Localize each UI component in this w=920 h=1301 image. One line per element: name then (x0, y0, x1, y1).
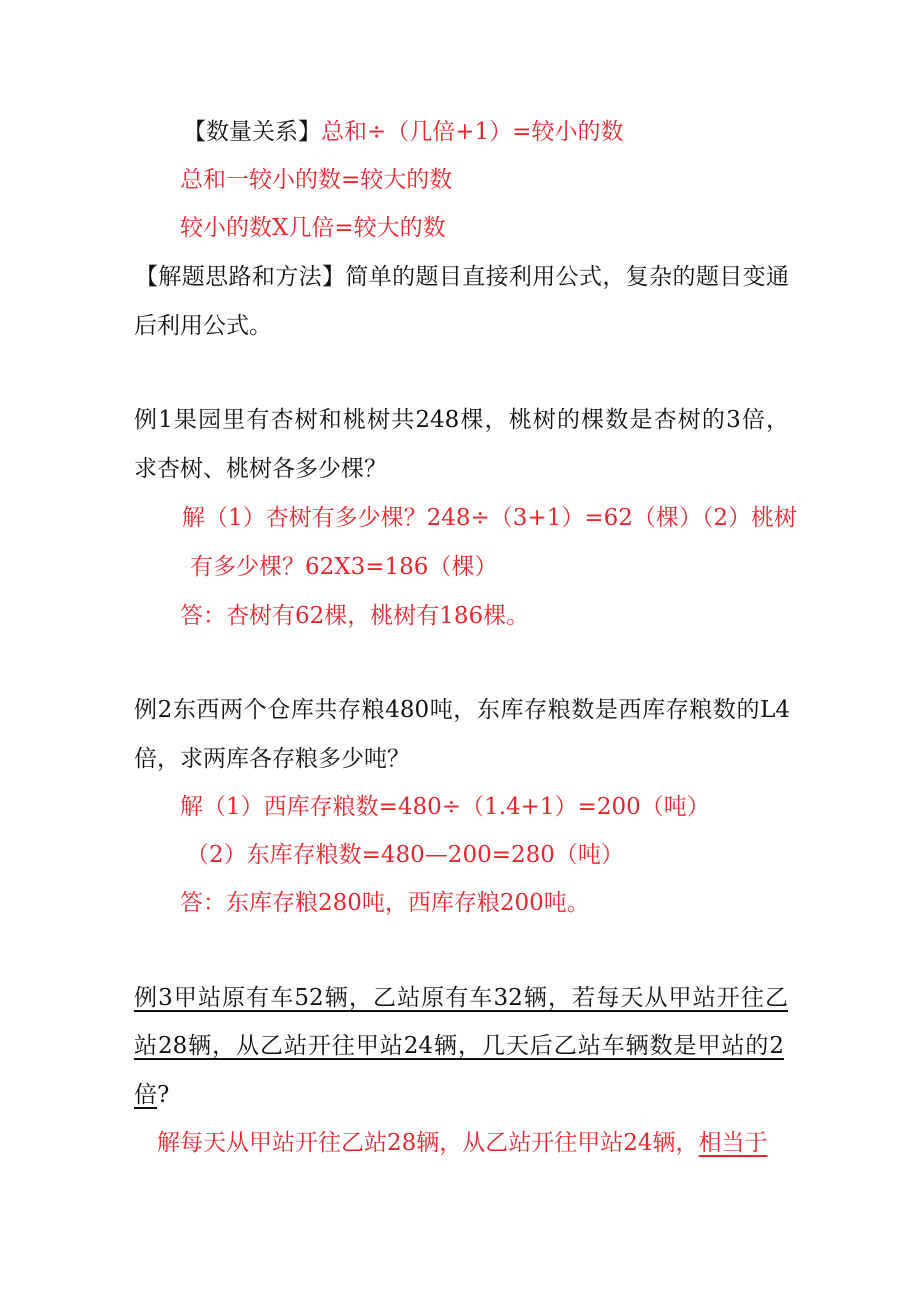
example3-question-3-underlined: 倍 (134, 1082, 157, 1108)
example3-question-2: 站28辆，从乙站开往甲站24辆，几天后乙站车辆数是甲站的2 (134, 1033, 784, 1059)
quantity-relation-line-1 (183, 116, 623, 148)
method-label: 【解题思路和方法】 (135, 264, 346, 290)
example1-solution-1: 解（1）杏树有多少棵？248÷（3+1）=62（棵）（2）桃树 (182, 505, 798, 531)
example2-question-1: 例2东西两个仓库共存粮480吨，东库存粮数是西库存粮数的L4 (134, 697, 790, 723)
example3-question-mark: ? (157, 1082, 170, 1108)
example2-solution-1: 解（1）西库存粮数=480÷（1.4+1）=200（吨） (180, 794, 710, 820)
formula-2: 总和一较小的数=较大的数 (180, 167, 453, 193)
formula-1: 总和÷（几倍+1）=较小的数 (321, 119, 624, 145)
formula-3: 较小的数X几倍=较大的数 (180, 215, 446, 241)
example3-solution-underlined: 相当于 (698, 1130, 768, 1156)
example3-question-1: 例3甲站原有车52辆，乙站原有车32辆，若每天从甲站开往乙 (134, 985, 788, 1011)
example1-question-1: 例1果园里有杏树和桃树共248棵，桃树的棵数是杏树的3倍， (134, 407, 789, 433)
method-text-2: 后利用公式。 (134, 313, 272, 339)
example3-question-3 (134, 1079, 169, 1111)
example2-question-2: 倍，求两库各存粮多少吨？ (134, 746, 410, 772)
example1-question-2: 求杏树、桃树各多少棵？ (134, 456, 387, 482)
example3-solution-1 (157, 1127, 768, 1159)
example1-answer: 答：杏树有62棵，桃树有186棵。 (180, 603, 530, 629)
example1-solution-2: 有多少棵？62X3=186（棵） (190, 554, 498, 580)
example3-solution-text: 解每天从甲站开往乙站28辆，从乙站开往甲站24辆， (157, 1130, 699, 1156)
method-line-1 (135, 261, 789, 293)
example2-answer: 答：东库存粮280吨，西库存粮200吨。 (180, 890, 590, 916)
method-text-1: 简单的题目直接利用公式，复杂的题目变通 (345, 264, 790, 290)
example2-solution-2: （2）东库存粮数=480—200=280（吨） (186, 842, 624, 868)
quantity-relation-label: 【数量关系】 (183, 119, 321, 145)
